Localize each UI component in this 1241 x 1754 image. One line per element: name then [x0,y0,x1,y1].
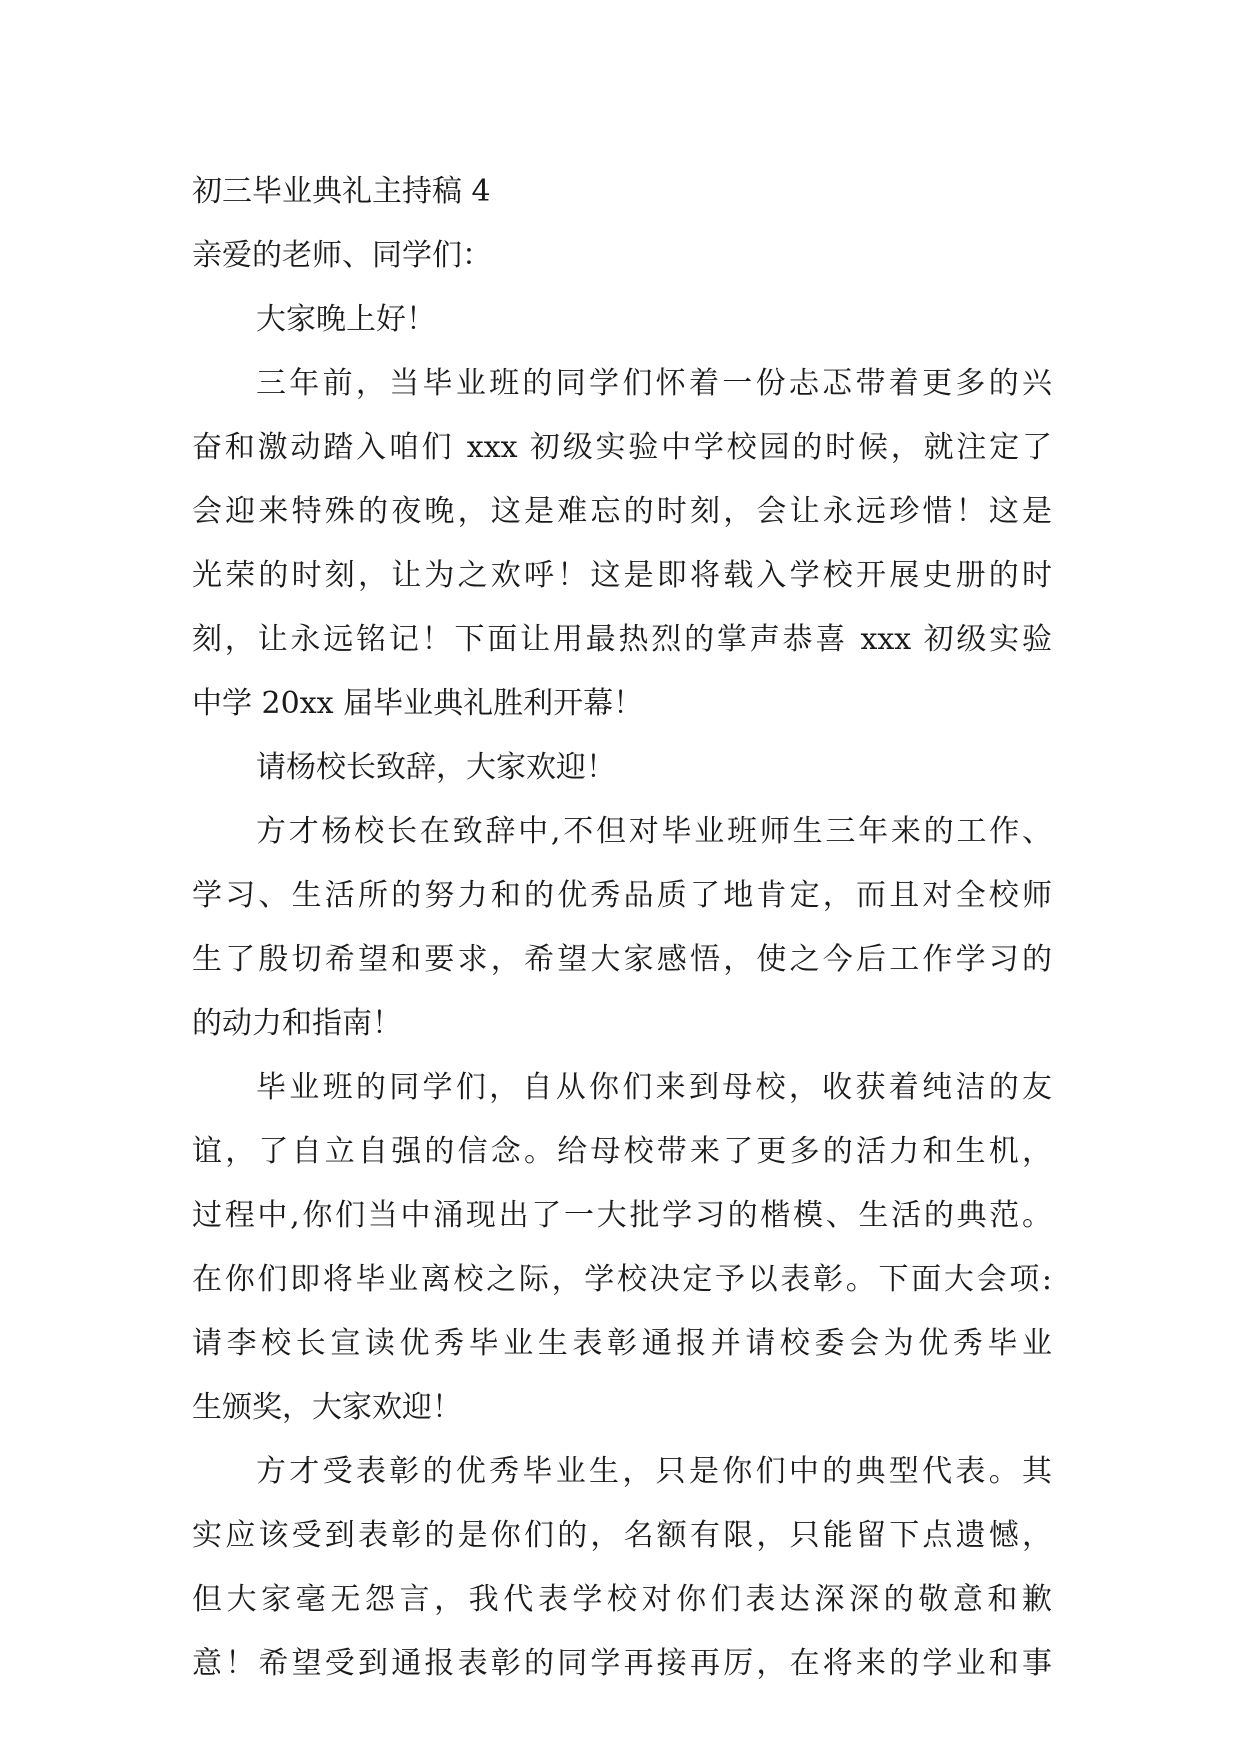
paragraph-line: 但大家毫无怨言，我代表学校对你们表达深深的敬意和歉 [192,1582,1052,1617]
paragraph-line: 生了殷切希望和要求，希望大家感悟，使之今后工作学习的 [192,942,1052,977]
paragraph-line: 会迎来特殊的夜晚，这是难忘的时刻，会让永远珍惜！这是 [192,494,1052,529]
paragraph-line: 请杨校长致辞，大家欢迎！ [256,750,616,785]
salutation: 亲爱的老师、同学们： [192,238,492,273]
paragraph-line: 奋和激动踏入咱们 xxx 初级实验中学校园的时候，就注定了 [192,430,1052,465]
paragraph-line: 生颁奖，大家欢迎！ [192,1390,462,1425]
paragraph-line: 方才杨校长在致辞中,不但对毕业班师生三年来的工作、 [256,814,1052,849]
paragraph-line: 方才受表彰的优秀毕业生，只是你们中的典型代表。其 [256,1454,1052,1489]
paragraph-line: 在你们即将毕业离校之际，学校决定予以表彰。下面大会项: [192,1262,1052,1297]
paragraph-graduates [192,1056,1052,1440]
paragraph-line: 意！希望受到通报表彰的同学再接再厉，在将来的学业和事 [192,1646,1052,1681]
greeting: 大家晚上好！ [256,302,436,337]
paragraph-line: 刻，让永远铭记！下面让用最热烈的掌声恭喜 xxx 初级实验 [192,622,1052,657]
paragraph-line: 毕业班的同学们，自从你们来到母校，收获着纯洁的友 [256,1070,1052,1105]
paragraph-line: 学习、生活所的努力和的优秀品质了地肯定，而且对全校师 [192,878,1052,913]
paragraph-awards [192,1440,1052,1696]
paragraph-line: 实应该受到表彰的是你们的，名额有限，只能留下点遗憾， [192,1518,1052,1553]
document-body [192,160,1052,1696]
paragraph-opening [192,352,1052,736]
paragraph-line: 请李校长宣读优秀毕业生表彰通报并请校委会为优秀毕业 [192,1326,1052,1361]
paragraph-line: 的动力和指南！ [192,1006,402,1041]
paragraph-line: 光荣的时刻，让为之欢呼！这是即将载入学校开展史册的时 [192,558,1052,593]
paragraph-line: 过程中,你们当中涌现出了一大批学习的楷模、生活的典范。 [192,1198,1052,1233]
document-title: 初三毕业典礼主持稿 4 [192,174,491,209]
paragraph-principal-invite [192,736,1052,800]
paragraph-line: 三年前，当毕业班的同学们怀着一份忐忑带着更多的兴 [256,366,1052,401]
paragraph-principal-speech [192,800,1052,1056]
paragraph-line: 中学 20xx 届毕业典礼胜利开幕！ [192,686,644,721]
paragraph-line: 谊，了自立自强的信念。给母校带来了更多的活力和生机， [192,1134,1052,1169]
